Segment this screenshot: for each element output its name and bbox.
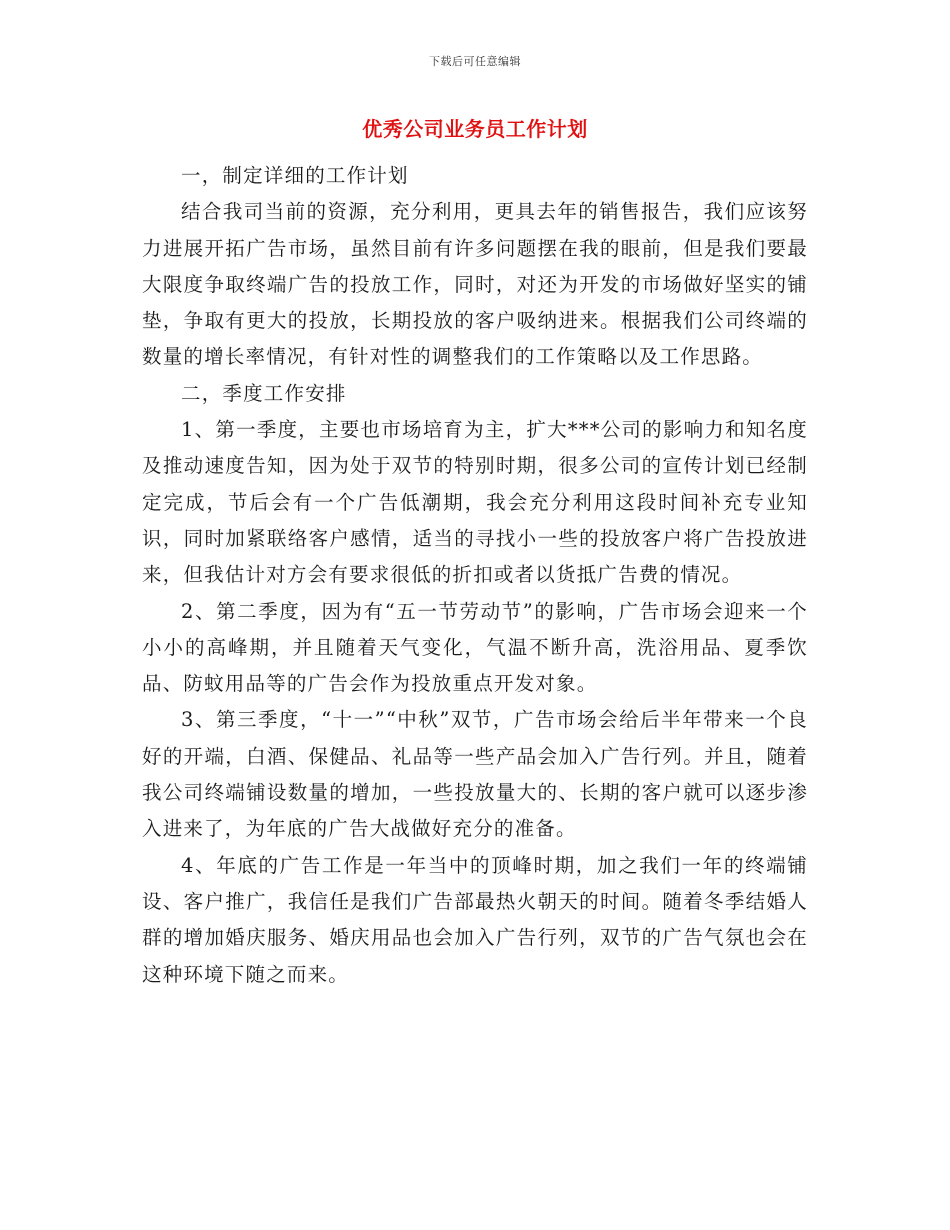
section-heading-2: 二，季度工作安排 [181, 381, 347, 405]
header-note: 下载后可任意编辑 [429, 55, 521, 68]
paragraph-q4: 4、年底的广告工作是一年当中的顶峰时期，加之我们一年的终端铺设、客户推广，我信任是我们广告部最热火朝天的时间。随着冬季结婚人群的增加婚庆服务、婚庆用品也会加入广告行列，双节的广告气氛也会在这种环境下随之而来。 [142, 853, 808, 986]
paragraph-q3: 3、第三季度，“十一”“中秋”双节，广告市场会给后半年带来一个良好的开端，白酒、保健品、礼品等一些产品会加入广告行列。并且，随着我公司终端铺设数量的增加，一些投放量大的、长期的客户就可以逐步渗入进来了，为年底的广告大战做好充分的准备。 [142, 708, 808, 841]
document-title: 优秀公司业务员工作计划 [362, 117, 588, 141]
paragraph-q1: 1、第一季度，主要也市场培育为主，扩大***公司的影响力和知名度及推动速度告知，因为处于双节的特别时期，很多公司的宣传计划已经制定完成，节后会有一个广告低潮期，我会充分利用这段时间补充专业知识，同时加紧联络客户感情，适当的寻找小一些的投放客户将广告投放进来，但我估计对方会有要求很低的折扣或者以货抵广告费的情况。 [142, 418, 808, 587]
document-body [142, 158, 808, 993]
paragraph-intro: 结合我司当前的资源，充分利用，更具去年的销售报告，我们应该努力进展开拓广告市场，虽然目前有许多问题摆在我的眼前，但是我们要最大限度争取终端广告的投放工作，同时，对还为开发的市场做好坚实的铺垫，争取有更大的投放，长期投放的客户吸纳进来。根据我们公司终端的数量的增长率情况，有针对性的调整我们的工作策略以及工作思路。 [142, 200, 808, 369]
paragraph-q2: 2、第二季度，因为有“五一节劳动节”的影响，广告市场会迎来一个小小的高峰期，并且随着天气变化，气温不断升高，洗浴用品、夏季饮品、防蚊用品等的广告会作为投放重点开发对象。 [142, 599, 808, 696]
section-heading-1: 一，制定详细的工作计划 [181, 164, 409, 187]
